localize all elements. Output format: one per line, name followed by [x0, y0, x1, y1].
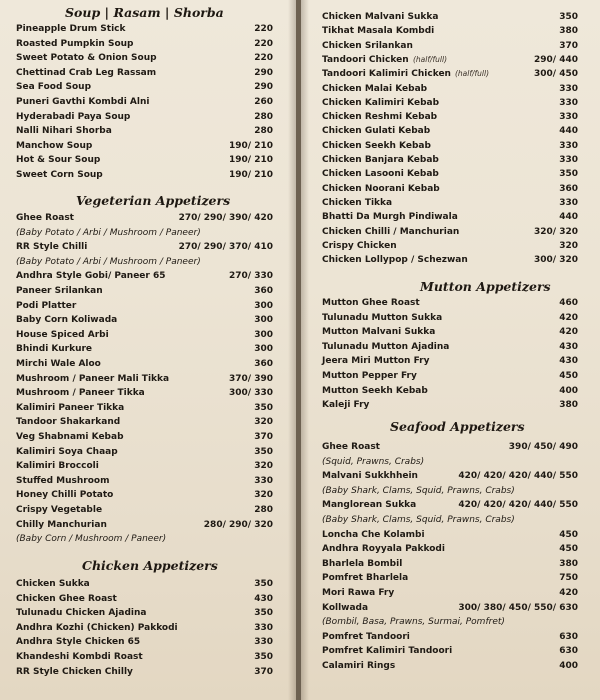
veg-appetizers-title: Vegeterian Appetizers [76, 193, 231, 208]
item-name: Bhindi Kurkure [16, 344, 93, 355]
item-price: 350 [254, 652, 273, 662]
menu-item [16, 488, 273, 502]
item-name: Mori Rawa Fry [322, 588, 395, 598]
item-name: Hyderabadi Paya Soup [16, 111, 131, 122]
item-price: 460 [559, 298, 578, 308]
item-price: 350 [254, 579, 273, 589]
menu-item-note [322, 484, 578, 498]
menu-item-note [322, 615, 578, 629]
item-price: 350 [254, 608, 273, 619]
menu-item-note [16, 532, 273, 546]
chicken-appetizers-title: Chicken Appetizers [82, 558, 218, 573]
item-name: Chicken Noorani Kebab [322, 183, 440, 194]
item-note-text: (Baby Potato / Arbi / Mushroom / Paneer) [16, 256, 201, 267]
item-name: Sea Food Soup [16, 82, 92, 93]
item-name: Bhatti Da Murgh Pindiwala [322, 212, 458, 223]
menu-item [16, 592, 273, 606]
item-name: Kalimiri Broccoli [16, 461, 99, 472]
menu-item [322, 139, 578, 153]
item-price: 290/ 440 [534, 54, 578, 65]
item-name: Chettinad Crab Leg Rassam [16, 67, 157, 78]
menu-item [322, 325, 578, 339]
item-price: 430 [254, 593, 273, 604]
menu-item [322, 557, 578, 571]
item-price: 420/ 420/ 420/ 440/ 550 [458, 500, 578, 511]
item-price: 330 [559, 112, 578, 123]
item-price: 350 [559, 12, 578, 22]
item-price: 370 [559, 40, 578, 51]
menu-item [16, 124, 273, 138]
item-price: 330 [254, 637, 273, 648]
item-price: 630 [559, 646, 578, 657]
item-name: Crispy Chicken [322, 240, 397, 251]
item-name: Calamiri Rings [322, 661, 396, 671]
menu-item [322, 311, 578, 325]
item-price: 300 [254, 344, 273, 355]
item-name: Veg Shabnami Kebab [16, 432, 124, 442]
menu-item [16, 459, 273, 473]
menu-item [322, 167, 578, 181]
menu-item [16, 474, 273, 488]
item-name: Chicken Chilli / Manchurian [322, 226, 460, 237]
item-name: Kollwada [322, 602, 369, 613]
item-note-text: (Baby Shark, Clams, Squid, Prawns, Crabs) [322, 485, 515, 496]
menu-item [322, 586, 578, 600]
item-price: 350 [559, 169, 578, 180]
item-name: Mutton Seekh Kebab [322, 385, 428, 396]
menu-item [16, 139, 273, 153]
item-name: Ghee Roast [16, 213, 74, 223]
menu-item [322, 124, 578, 138]
item-name: Chicken Malai Kebab [322, 83, 428, 94]
menu-item-note [16, 255, 273, 269]
item-name: Crispy Vegetable [16, 505, 103, 515]
item-price: 300/ 450 [534, 69, 578, 80]
menu-item [322, 39, 578, 53]
item-name: Tandoor Shakarkand [16, 417, 121, 428]
menu-item [16, 22, 273, 36]
item-price: 190/ 210 [229, 155, 273, 166]
item-price: 300 [254, 329, 273, 340]
item-name: Tulunadu Chicken Ajadina [16, 608, 147, 619]
item-price: 630 [559, 631, 578, 642]
menu-item [322, 498, 578, 512]
mutton-appetizers-title: Mutton Appetizers [420, 279, 551, 294]
item-price: 320 [559, 240, 578, 251]
menu-item [322, 354, 578, 368]
item-name: Khandeshi Kombdi Roast [16, 652, 143, 662]
item-name: Honey Chilli Potato [16, 490, 114, 501]
menu-item-note [322, 455, 578, 469]
item-name: Chicken Kalimiri Kebab [322, 97, 440, 108]
menu-item-note [322, 513, 578, 527]
item-name: Hot & Sour Soup [16, 155, 101, 166]
item-name: Chicken Seekh Kebab [322, 140, 431, 151]
menu-item [16, 51, 273, 65]
item-price: 750 [559, 573, 578, 584]
item-name: Chicken Reshmi Kebab [322, 112, 438, 123]
item-name: Andhra Style Chicken 65 [16, 637, 141, 648]
item-price: 300 [254, 300, 273, 311]
item-name: RR Style Chicken Chilly [16, 666, 133, 677]
item-price: 290 [254, 82, 273, 93]
menu-item [16, 372, 273, 386]
menu-item [16, 66, 273, 80]
item-name: Andhra Style Gobi/ Paneer 65 [16, 271, 166, 282]
item-price: 220 [254, 53, 273, 64]
item-name: Nalli Nihari Shorba [16, 126, 112, 137]
item-name: Mushroom / Paneer Mali Tikka [16, 373, 170, 384]
item-price: 390/ 450/ 490 [508, 442, 578, 452]
item-name: Andhra Royyala Pakkodi [322, 544, 445, 555]
item-price: 320 [254, 417, 273, 428]
item-price: 270/ 330 [229, 271, 273, 282]
item-price: 220 [254, 38, 273, 49]
item-price: 380 [559, 558, 578, 569]
item-name: Chicken Gulati Kebab [322, 126, 431, 137]
menu-item [322, 296, 578, 310]
item-price: 360 [254, 359, 273, 369]
item-note-text: (Baby Corn / Mushroom / Paneer) [16, 534, 167, 545]
menu-item [16, 37, 273, 51]
menu-item [16, 665, 273, 679]
menu-item [16, 606, 273, 620]
item-price: 400 [559, 385, 578, 396]
item-price: 450 [559, 544, 578, 555]
item-name: Manchow Soup [16, 140, 93, 151]
soup-section-title: Soup | Rasam | Shorba [65, 5, 224, 20]
menu-item [16, 80, 273, 94]
item-name: Malvani Sukkhhein [322, 471, 418, 482]
item-price: 300/ 330 [229, 388, 273, 399]
menu-item [16, 357, 273, 371]
item-name: Chicken Lollypop / Schezwan [322, 255, 468, 266]
item-note-text: (Bombil, Basa, Prawns, Surmai, Pomfret) [322, 617, 505, 628]
item-price: 270/ 290/ 370/ 410 [178, 242, 273, 253]
item-price: 430 [559, 341, 578, 352]
menu-item [16, 240, 273, 254]
item-price: 280 [254, 505, 273, 515]
item-name: Pomfret Kalimiri Tandoori [322, 646, 453, 657]
item-name: Stuffed Mushroom [16, 475, 110, 486]
item-price: 190/ 210 [229, 170, 273, 180]
menu-item [322, 571, 578, 585]
item-name: Chicken Ghee Roast [16, 593, 117, 604]
item-price: 220 [254, 24, 273, 34]
menu-item [322, 253, 578, 267]
menu-item [16, 342, 273, 356]
item-name: Chicken Srilankan [322, 40, 413, 51]
menu-item [16, 430, 273, 444]
item-name: Chicken Tikka [322, 197, 393, 208]
item-portion-note: (half/full) [413, 54, 448, 64]
menu-item [16, 503, 273, 517]
item-price: 400 [559, 661, 578, 671]
item-price: 330 [254, 475, 273, 486]
item-price: 370 [254, 432, 273, 442]
item-name: Chicken Sukka [16, 579, 90, 589]
item-price: 330 [559, 97, 578, 108]
menu-item [322, 96, 578, 110]
item-name: Tandoori Chicken [322, 54, 409, 65]
item-price: 360 [559, 183, 578, 194]
item-price: 330 [559, 83, 578, 94]
item-name: Tulunadu Mutton Ajadina [322, 341, 450, 352]
item-name: Jeera Miri Mutton Fry [322, 356, 430, 367]
item-price: 420 [559, 327, 578, 338]
item-price: 370/ 390 [229, 373, 273, 384]
menu-item [16, 269, 273, 283]
item-name: Loncha Che Kolambi [322, 529, 425, 540]
item-price: 440 [559, 212, 578, 223]
item-price: 260 [254, 97, 273, 107]
menu-item [16, 328, 273, 342]
menu-item [16, 168, 273, 182]
item-name: Kalimiri Soya Chaap [16, 446, 118, 457]
item-price: 320/ 320 [534, 226, 578, 237]
item-price: 330 [559, 197, 578, 208]
item-name: Pomfret Tandoori [322, 631, 410, 642]
item-name: Paneer Srilankan [16, 286, 103, 296]
menu-item-note [16, 226, 273, 240]
item-name: Tandoori Kalimiri Chicken [322, 69, 451, 80]
menu-item [322, 398, 578, 412]
menu-item [322, 10, 578, 24]
item-name: Mutton Malvani Sukka [322, 327, 436, 338]
menu-item [322, 369, 578, 383]
item-name: Pomfret Bharlela [322, 573, 409, 584]
item-price: 300/ 320 [534, 255, 578, 266]
item-name: Tikhat Masala Kombdi [322, 26, 435, 37]
menu-item [322, 153, 578, 167]
item-note-text: (Squid, Prawns, Crabs) [322, 456, 425, 467]
item-name: House Spiced Arbi [16, 329, 109, 340]
menu-item [322, 82, 578, 96]
item-price: 300 [254, 315, 273, 326]
menu-item [16, 577, 273, 591]
menu-item [16, 650, 273, 664]
menu-item [16, 621, 273, 635]
menu-item [16, 284, 273, 298]
item-price: 320 [254, 461, 273, 472]
menu-item [322, 196, 578, 210]
item-name: Kaleji Fry [322, 400, 370, 411]
menu-item [16, 211, 273, 225]
item-portion-note: (half/full) [455, 69, 490, 79]
menu-item [322, 67, 578, 81]
item-name: Mutton Ghee Roast [322, 298, 420, 308]
item-price: 430 [559, 356, 578, 367]
item-price: 450 [559, 371, 578, 381]
item-price: 280 [254, 126, 273, 137]
item-name: Sweet Corn Soup [16, 170, 103, 180]
item-price: 290 [254, 67, 273, 78]
item-name: Ghee Roast [322, 442, 380, 452]
item-name: Sweet Potato & Onion Soup [16, 53, 157, 64]
menu-item [322, 182, 578, 196]
menu-item [322, 528, 578, 542]
menu-item [16, 313, 273, 327]
item-name: Mirchi Wale Aloo [16, 359, 101, 369]
item-name: Bharlela Bombil [322, 558, 403, 569]
menu-item [16, 415, 273, 429]
menu-item [16, 635, 273, 649]
item-price: 420 [559, 312, 578, 323]
menu-item [16, 386, 273, 400]
menu-item [322, 225, 578, 239]
menu-item [322, 239, 578, 253]
menu-item [322, 440, 578, 454]
item-name: Chicken Malvani Sukka [322, 12, 439, 22]
menu-item [16, 110, 273, 124]
menu-item [322, 210, 578, 224]
menu-item [322, 340, 578, 354]
menu-item [322, 469, 578, 483]
item-name: Pineapple Drum Stick [16, 24, 126, 34]
item-price: 330 [559, 155, 578, 165]
item-name: Kalimiri Paneer Tikka [16, 402, 125, 413]
item-name: Andhra Kozhi (Chicken) Pakkodi [16, 622, 178, 633]
menu-item [322, 110, 578, 124]
item-price: 270/ 290/ 390/ 420 [178, 213, 273, 223]
menu-item [16, 518, 273, 532]
item-price: 440 [559, 126, 578, 137]
menu-item [16, 299, 273, 313]
item-price: 350 [254, 446, 273, 457]
item-name: Manglorean Sukka [322, 500, 417, 511]
item-price: 420 [559, 588, 578, 598]
item-name: Roasted Pumpkin Soup [16, 38, 134, 49]
item-price: 360 [254, 286, 273, 296]
item-name: Chicken Lasooni Kebab [322, 169, 439, 180]
menu-item [322, 384, 578, 398]
item-name: Mushroom / Paneer Tikka [16, 388, 145, 399]
menu-item [322, 53, 578, 67]
menu-item [322, 601, 578, 615]
item-price: 370 [254, 666, 273, 677]
item-name: Baby Corn Koliwada [16, 315, 118, 326]
item-price: 330 [254, 622, 273, 633]
item-price: 280 [254, 111, 273, 122]
item-name: Chilly Manchurian [16, 519, 107, 530]
menu-item [322, 630, 578, 644]
item-note-text: (Baby Potato / Arbi / Mushroom / Paneer) [16, 227, 201, 238]
item-name: Puneri Gavthi Kombdi Alni [16, 97, 150, 107]
menu-item [16, 95, 273, 109]
item-name: Chicken Banjara Kebab [322, 155, 439, 165]
menu-item [322, 659, 578, 673]
menu-item [16, 153, 273, 167]
item-name: Podi Platter [16, 300, 77, 311]
item-name: Mutton Pepper Fry [322, 371, 417, 381]
menu-item [322, 24, 578, 38]
item-price: 420/ 420/ 420/ 440/ 550 [458, 471, 578, 482]
item-price: 350 [254, 402, 273, 413]
menu-item [16, 445, 273, 459]
item-note-text: (Baby Shark, Clams, Squid, Prawns, Crabs) [322, 515, 515, 525]
item-price: 380 [559, 26, 578, 37]
item-price: 450 [559, 529, 578, 540]
item-price: 280/ 290/ 320 [203, 519, 273, 530]
menu-item [322, 542, 578, 556]
item-price: 380 [559, 400, 578, 411]
seafood-appetizers-title: Seafood Appetizers [390, 419, 525, 434]
menu-item [322, 644, 578, 658]
item-price: 300/ 380/ 450/ 550/ 630 [458, 602, 578, 613]
item-name: RR Style Chilli [16, 242, 88, 253]
item-price: 330 [559, 140, 578, 151]
menu-page-right [301, 0, 600, 700]
menu-item [16, 401, 273, 415]
menu-page-left [0, 0, 296, 700]
item-price: 190/ 210 [229, 140, 273, 151]
item-price: 320 [254, 490, 273, 501]
item-name: Tulunadu Mutton Sukka [322, 312, 443, 323]
